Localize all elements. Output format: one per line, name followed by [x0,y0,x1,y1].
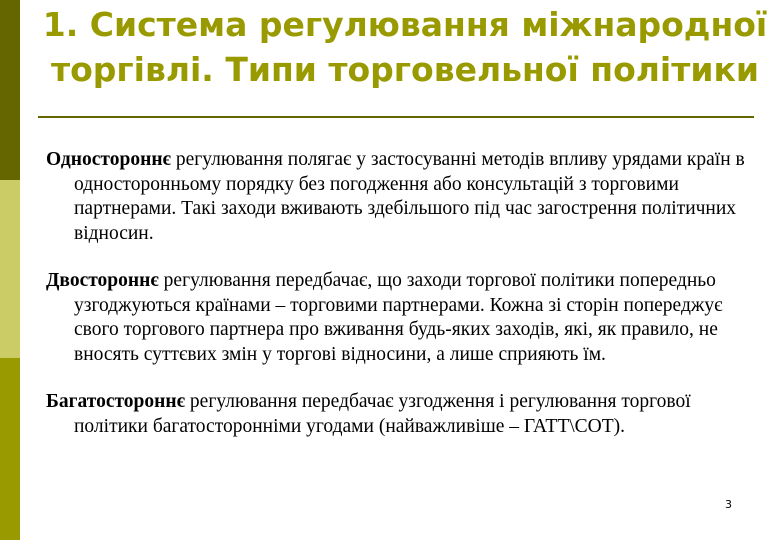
paragraph-multilateral [46,390,761,439]
side-bar-middle [0,180,20,358]
term-multilateral: Багатостороннє [46,391,186,412]
text-bilateral: регулювання передбачає, що заходи торгової політики попередньо узгоджуються країнами – торговими партнерами. Кожна зі сторін попереджує свого торгового партнера про вживання будь-яких заходів, які, як правило, не вносять суттєвих змін у торгові відносини, а лише сприяють їм. [74,270,723,365]
paragraph-bilateral [46,269,761,367]
term-bilateral: Двостороннє [46,270,159,291]
side-bar-top [0,0,20,180]
slide-body [46,148,761,462]
term-unilateral: Одностороннє [46,149,171,170]
slide-title: 1. Система регулювання міжнародної торгівлі. Типи торговельної політики [42,5,768,89]
text-multilateral: регулювання передбачає узгодження і регулювання торгової політики багатосторонніми угодами (найважливіше – ГАТТ\СОТ). [74,391,691,437]
title-divider [38,116,754,118]
side-bar-bottom [0,358,20,540]
paragraph-unilateral [46,148,761,246]
page-number: 3 [725,498,732,511]
text-unilateral: регулювання полягає у застосуванні методів впливу урядами країн в односторонньому порядку без погодження або консультацій з торговими партнерами. Такі заходи вживають здебільшого під час загострення політичних відносин. [74,149,745,244]
